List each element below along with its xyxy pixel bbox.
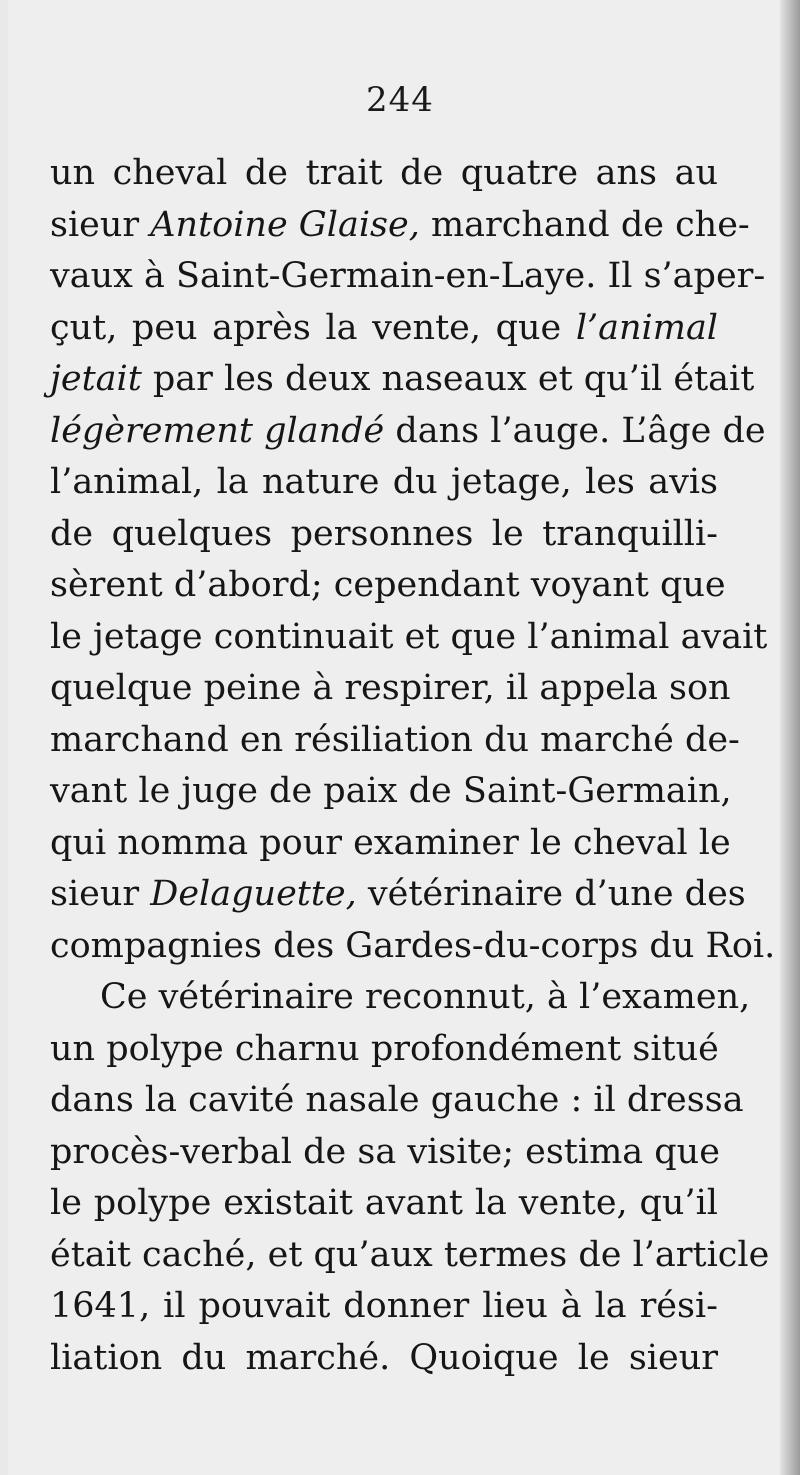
text-line: de quelques personnes le tranquilli- [50, 513, 718, 554]
text-line: était caché, et qu’aux termes de l’article [50, 1234, 770, 1275]
text-line: un polype charnu profondément situé [50, 1028, 719, 1069]
text-line: quelque peine à respirer, il appela son [50, 668, 731, 708]
text-line: sèrent d’abord; cependant voyant que [50, 565, 726, 605]
text-line: 1641, il pouvait donner lieu à la rési- [50, 1286, 718, 1326]
text-line: jetait par les deux naseaux et qu’il était [50, 359, 755, 399]
italic-term: légèrement glandé [50, 410, 385, 451]
text-line: çut, peu après la vente, que l’animal [50, 307, 718, 348]
text-line: dans la cavité nasale gauche : il dressa [50, 1080, 744, 1120]
text-line: légèrement glandé dans l’auge. L’âge de [50, 410, 766, 451]
text-line: procès-verbal de sa visite; estima que [50, 1131, 720, 1172]
italic-name: Antoine Glaise, [150, 204, 420, 245]
text-line: liation du marché. Quoique le sieur [50, 1337, 718, 1378]
text-line: un cheval de trait de quatre ans au [50, 153, 718, 193]
text-line: l’animal, la nature du jetage, les avis [50, 462, 718, 502]
page-edge-shadow [780, 0, 800, 1475]
text-line: le jetage continuait et que l’animal avait [50, 616, 768, 657]
italic-name: Delaguette, [150, 874, 357, 914]
text-line: marchand en résiliation du marché de- [50, 719, 740, 760]
text-line: le polype existait avant la vente, qu’il [50, 1183, 718, 1223]
italic-term: l’animal [575, 307, 718, 348]
italic-term: jetait [50, 359, 142, 399]
text-line: vaux à Saint-Germain-en-Laye. Il s’aper- [50, 256, 766, 296]
text-line: sieur Antoine Glaise, marchand de che- [50, 204, 750, 245]
page-number: 244 [366, 80, 434, 120]
text-line: qui nomma pour examiner le cheval le [50, 822, 731, 863]
body-text [50, 148, 776, 1384]
text-line: vant le juge de paix de Saint-Germain, [50, 771, 732, 811]
text-line: sieur Delaguette, vétérinaire d’une des [50, 874, 746, 914]
paragraph-start-line: Ce vétérinaire reconnut, à l’examen, [100, 977, 751, 1017]
text-line: compagnies des Gardes-du-corps du Roi. [50, 925, 776, 966]
